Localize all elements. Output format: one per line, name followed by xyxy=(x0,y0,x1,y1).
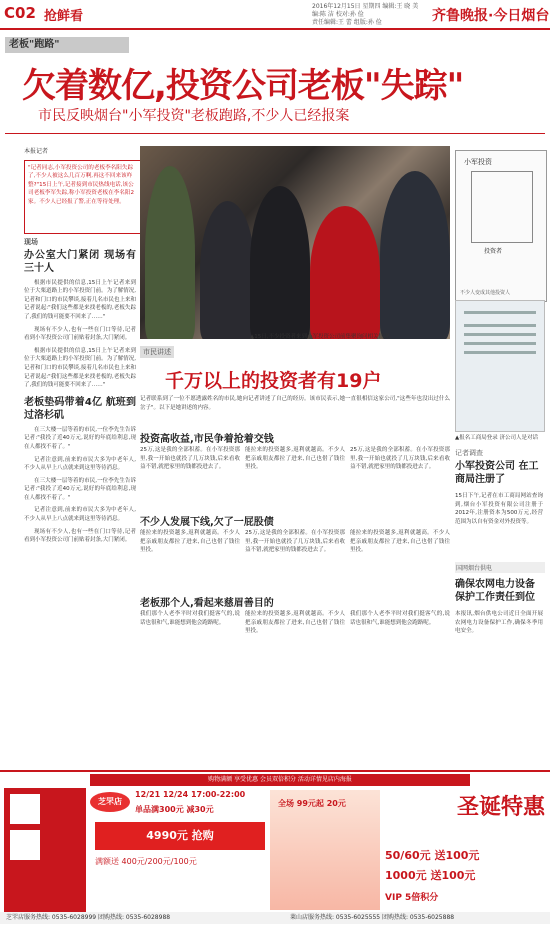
right-headline: 小军投资公司 在工商局注册了 xyxy=(455,461,539,485)
diagram-box xyxy=(471,171,533,243)
topic-tag: 老板"跑路" xyxy=(5,37,129,53)
person-figure xyxy=(200,201,255,339)
left-subhead: 办公室大门紧闭 现场有三十人 xyxy=(24,249,136,274)
paragraph: 现场有不少人,也有一些在门口等待,记者看到小军投资公司门前贴着封条,大门紧闭。 xyxy=(24,528,136,544)
ad-title: 圣诞特惠 xyxy=(456,795,545,820)
ad-price-banner: 4990元 抢购 xyxy=(95,822,265,850)
mid-intro: 记者联系到了一位不愿透露姓名的市民,她向记者讲述了自己的经历。该市民表示,她一直很相信这家公司,"这些年也没出过什么岔子"。以下是她讲述的内容。 xyxy=(140,396,450,411)
ad-footer-right: 莱山店服务热线: 0535-6025555 团购热线: 0535-6025888 xyxy=(290,914,455,921)
section-kicker: 现场 xyxy=(24,238,38,246)
lead-paragraph: "记者同志,小军投资公司的老板李名阳失踪了,不少人被这么几百万啊,再这不回来该咋整?"15日上午,记者接到市民热线电话,该公司老板李军失踪,称小军投资老板在李名阳2家。不少人已经报了警,正在等待处理。 xyxy=(24,160,142,234)
ad-price-1: 50/60元 送100元 xyxy=(385,849,480,862)
doc-caption: ▲报名工商局登录 济公司人是对话 xyxy=(455,435,538,441)
mid-subhead-2: 不少人发展下线,欠了一屁股债 xyxy=(140,517,274,528)
advertisement xyxy=(0,770,550,926)
mid-subhead-1: 投资高收益,市民争着抢着交钱 xyxy=(140,434,274,445)
ad-offer: 单品满300元 减30元 xyxy=(135,805,214,814)
paragraph: 记者注意到,前来的市民大多为中老年人,不少人从早上八点就来到这里等待消息。 xyxy=(24,507,136,523)
diagram-note: 不少人变成其他投资人 xyxy=(460,290,511,296)
ad-footer xyxy=(0,912,550,924)
paragraph: 我们那个人老李平时对我们挺客气的,说话也很和气,谁能想到他会跑路呢。 xyxy=(140,611,240,626)
ad-badge: 芝罘店 xyxy=(90,792,130,812)
paragraph: 能拉来的投资越多,返利就越高。不少人把亲戚朋友都拉了进来,自己也借了钱往里投。 xyxy=(140,530,240,554)
diagram-label: 投资者 xyxy=(484,248,503,255)
paragraph: 25万,这是我的全部积蓄。在小军投资那里,我一开始也就投了几万块钱,后来看收益不错,就把家里的钱都投进去了。 xyxy=(245,530,345,554)
paragraph: 能拉来的投资越多,返利就越高。不少人把亲戚朋友都拉了进来,自己也借了钱往里投。 xyxy=(350,530,450,554)
right-kicker-2: 国网烟台供电 xyxy=(455,562,545,573)
ad-price-2: 1000元 送100元 xyxy=(385,869,476,882)
business-license-photo xyxy=(455,300,545,432)
left-subhead-2: 老板垫码带着4亿 航班到过洛杉矶 xyxy=(24,396,136,421)
diagram-title: 小军投资 xyxy=(464,158,492,166)
headline-rule xyxy=(5,133,545,134)
qr-code xyxy=(10,830,40,860)
ad-logo-panel xyxy=(4,788,86,918)
right-body-2: 本报讯,烟台供电公司近日全面开展农网电力设备保护工作,确保冬季用电安全。 xyxy=(455,611,543,635)
paragraph: 能拉来的投资越多,返利就越高。不少人把亲戚朋友都拉了进来,自己也借了钱往里投。 xyxy=(245,611,345,635)
paragraph: 现场有不少人,也有一些在门口等待,记者看到小军投资公司门前贴着封条,大门紧闭。 xyxy=(24,326,136,342)
main-headline: 欠着数亿,投资公司老板"失踪" xyxy=(22,66,464,106)
mid-subhead-3: 老板那个人,看起来慈眉善目的 xyxy=(140,598,274,609)
ad-vip: VIP 5倍积分 xyxy=(385,893,439,903)
photo-caption: ▲15日,不少投资者来到小军投资公司前集聚询问相关情况。 xyxy=(250,334,395,340)
sub-headline: 市民反映烟台"小军投资"老板跑路,不少人已经报案 xyxy=(38,108,350,124)
person-figure xyxy=(310,206,380,339)
ad-date-offer: 12/21 12/24 17:00-22:00 xyxy=(135,790,246,799)
right-kicker: 记者调查 xyxy=(455,449,483,457)
news-photo xyxy=(140,146,450,339)
date-line: 2016年12月15日 星期四 编辑:王 晓 美编:陈 洁 校对:孙 俭 责任编辑:王 蕾 组版:孙 俭 xyxy=(312,3,419,26)
paragraph: 根据市民提供的信息,15日上午记者来到位于大栗道路上的小军投资门前。为了解情况,记者和门口的市民攀谈,接着几名市民也上来和记者说起:"我们这些都是来找老板的,老板失踪了,我们的钱可能要不回来了……" xyxy=(24,347,136,389)
ad-offer-2: 满额送 400元/200元/100元 xyxy=(95,857,197,866)
person-figure xyxy=(250,186,310,339)
section-name: 抢鲜看 xyxy=(44,9,84,24)
ad-center-text: 全场 99元起 20元 xyxy=(278,799,346,808)
kicker: 市民讲述 xyxy=(140,346,174,358)
paragraph: 在三大楼一层等着的市民,一位李先生告诉记者:"我投了近40万元,说好的年底给利息,现在人都找不着了。" xyxy=(24,426,136,450)
newspaper-brand: 齐鲁晚报·今日烟台 xyxy=(432,8,550,24)
ad-top-banner: 购物满额 享受优惠 会员双倍积分 活动详情见店内海报 xyxy=(90,774,470,786)
paragraph: 25万,这是我的全部积蓄。在小军投资那里,我一开始也就投了几万块钱,后来看收益不错,就把家里的钱都投进去了。 xyxy=(140,447,240,471)
person-figure xyxy=(380,171,450,339)
investment-diagram xyxy=(455,150,547,302)
right-headline-2: 确保农网电力设备 保护工作责任到位 xyxy=(455,579,535,603)
page-number: C02 xyxy=(4,4,36,22)
left-column xyxy=(24,238,136,768)
paragraph: 25万,这是我的全部积蓄。在小军投资那里,我一开始也就投了几万块钱,后来看收益不错,就把家里的钱都投进去了。 xyxy=(350,447,450,471)
paragraph: 记者注意到,前来的市民大多为中老年人,不少人从早上八点就来到这里等待消息。 xyxy=(24,456,136,472)
ad-center-panel xyxy=(270,790,380,910)
byline: 本报记者 xyxy=(24,148,49,155)
paragraph: 根据市民提供的信息,15日上午记者来到位于大栗道路上的小军投资门前。为了解情况,记者和门口的市民攀谈,接着几名市民也上来和记者说起:"我们这些都是来找老板的,老板失踪了,我们的钱可能要不回来了……" xyxy=(24,279,136,320)
paragraph: 在三大楼一层等着的市民,一位李先生告诉记者:"我投了近40万元,说好的年底给利息,现在人都找不着了。" xyxy=(24,477,136,501)
ad-title-area xyxy=(385,790,545,840)
mid-headline: 千万以上的投资者有19户 xyxy=(165,370,382,392)
ad-footer-left: 芝罘店服务热线: 0535-6028999 团购热线: 0535-6028988 xyxy=(6,914,171,921)
paragraph: 能拉来的投资越多,返利就越高。不少人把亲戚朋友都拉了进来,自己也借了钱往里投。 xyxy=(245,447,345,471)
qr-code xyxy=(10,794,40,824)
person-figure xyxy=(145,166,195,339)
right-body: 15日下午,记者在市工商局网站查询到,烟台小军投资有限公司注册于2012年,注册资本为500万元,经营范围为以自有资金对外投资等。 xyxy=(455,493,543,525)
paragraph: 我们那个人老李平时对我们挺客气的,说话也很和气,谁能想到他会跑路呢。 xyxy=(350,611,450,626)
